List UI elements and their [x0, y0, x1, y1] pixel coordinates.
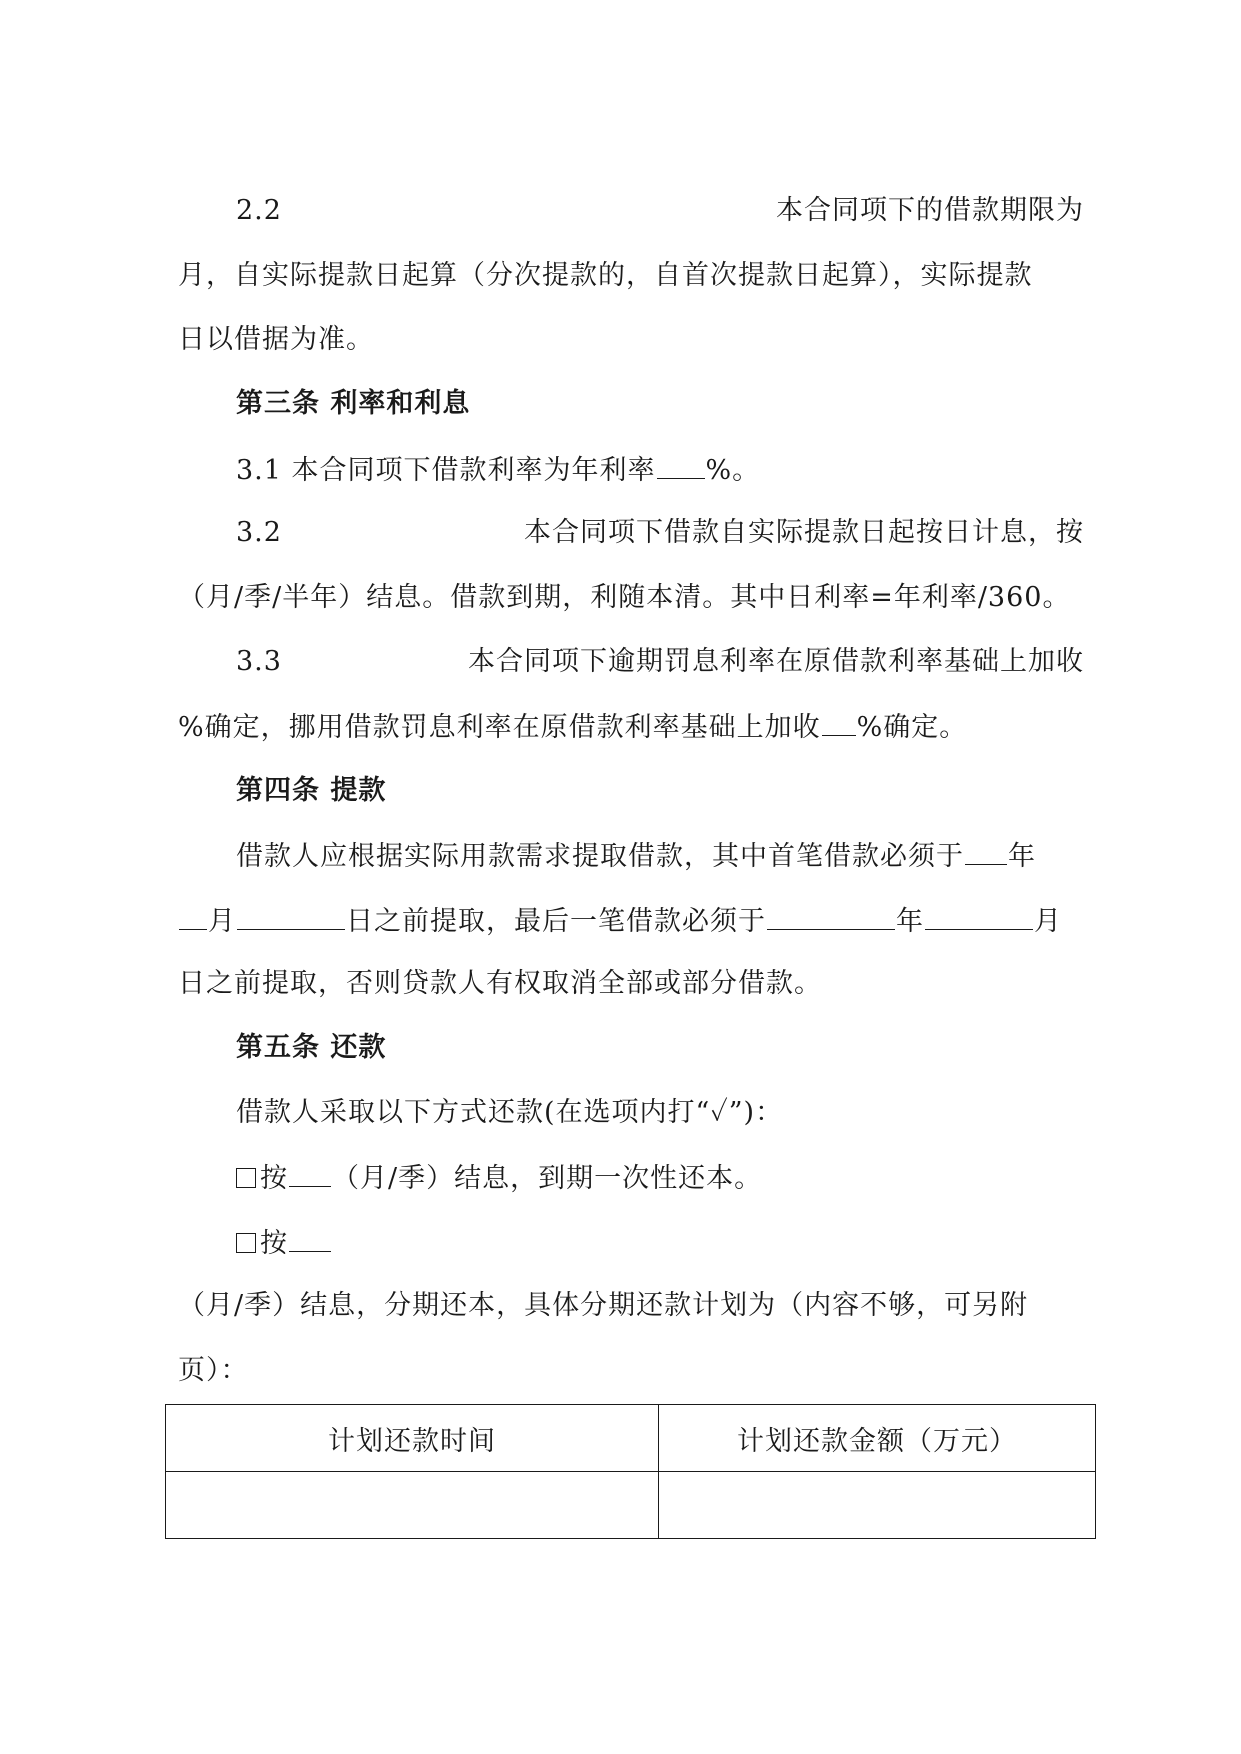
misuse-rate-blank[interactable] — [822, 709, 856, 736]
clause-number: 3.3 — [236, 646, 282, 677]
clause-3-2-line1 — [236, 516, 1084, 550]
article-3-heading: 第三条 利率和利息 — [236, 388, 471, 419]
first-drawdown-day-blank[interactable] — [237, 903, 345, 930]
clause-3-3-suffix: %确定。 — [856, 712, 968, 743]
clause-2-2-line1 — [236, 194, 1084, 228]
article-4-heading: 第四条 提款 — [236, 775, 387, 806]
clause-3-1-suffix: %。 — [705, 455, 761, 486]
year-label: 年 — [896, 906, 924, 937]
first-drawdown-year-blank[interactable] — [965, 838, 1007, 865]
article-4-line3: 日之前提取，否则贷款人有权取消全部或部分借款。 — [178, 968, 822, 999]
repayment-option-2-line3: 页）： — [178, 1355, 249, 1386]
first-drawdown-month-blank[interactable] — [179, 903, 207, 930]
clause-3-1 — [236, 452, 760, 488]
repayment-option-2-line2: （月/季）结息，分期还本，具体分期还款计划为（内容不够，可另附 — [178, 1290, 1029, 1321]
month-label: 月 — [1034, 906, 1062, 937]
article-5-intro: 借款人采取以下方式还款(在选项内打“✓”)： — [236, 1097, 784, 1128]
option-1-text: （月/季）结息，到期一次性还本。 — [332, 1163, 763, 1194]
option-2-period-blank[interactable] — [289, 1225, 331, 1252]
article-4-line1 — [236, 838, 1036, 874]
clause-text: 本合同项下的借款期限为 — [776, 195, 1084, 226]
option-1-prefix: 按 — [260, 1163, 288, 1194]
last-drawdown-month-blank[interactable] — [925, 903, 1033, 930]
table-row — [166, 1472, 1096, 1539]
month-label: 月 — [208, 906, 236, 937]
option-1-period-blank[interactable] — [289, 1160, 331, 1187]
header-repayment-amount: 计划还款金额（万元） — [659, 1405, 1096, 1472]
article-4-text: 借款人应根据实际用款需求提取借款，其中首笔借款必须于 — [236, 841, 964, 872]
repayment-option-1 — [236, 1160, 762, 1196]
clause-number: 3.2 — [236, 517, 282, 548]
clause-3-2-line2: （月/季/半年）结息。借款到期，利随本清。其中日利率=年利率/360。 — [178, 582, 1071, 613]
repayment-plan-table — [165, 1404, 1096, 1539]
clause-2-2-line2: 月，自实际提款日起算（分次提款的，自首次提款日起算），实际提款 — [178, 260, 1033, 291]
option-1-checkbox[interactable] — [236, 1168, 256, 1188]
clause-text: 本合同项下借款自实际提款日起按日计息，按 — [524, 517, 1084, 548]
header-repayment-date: 计划还款时间 — [166, 1405, 659, 1472]
article-5-heading: 第五条 还款 — [236, 1032, 387, 1063]
clause-2-2-line3: 日以借据为准。 — [178, 324, 374, 355]
table-header-row — [166, 1405, 1096, 1472]
clause-text: 本合同项下逾期罚息利率在原借款利率基础上加收 — [468, 646, 1084, 677]
article-4-line2 — [178, 903, 1062, 939]
repayment-date-cell[interactable] — [166, 1472, 659, 1539]
repayment-option-2 — [236, 1225, 332, 1261]
annual-rate-blank[interactable] — [657, 452, 705, 479]
last-drawdown-year-blank[interactable] — [767, 903, 895, 930]
option-2-prefix: 按 — [260, 1228, 288, 1259]
option-2-checkbox[interactable] — [236, 1233, 256, 1253]
year-label: 年 — [1008, 841, 1036, 872]
repayment-amount-cell[interactable] — [659, 1472, 1096, 1539]
clause-3-3-line2 — [178, 709, 967, 745]
clause-3-3-text: %确定，挪用借款罚息利率在原借款利率基础上加收 — [178, 712, 821, 743]
article-4-mid-text: 日之前提取，最后一笔借款必须于 — [346, 906, 766, 937]
clause-number: 2.2 — [236, 195, 282, 226]
clause-3-3-line1 — [236, 645, 1084, 679]
clause-3-1-text: 3.1 本合同项下借款利率为年利率 — [236, 455, 656, 486]
